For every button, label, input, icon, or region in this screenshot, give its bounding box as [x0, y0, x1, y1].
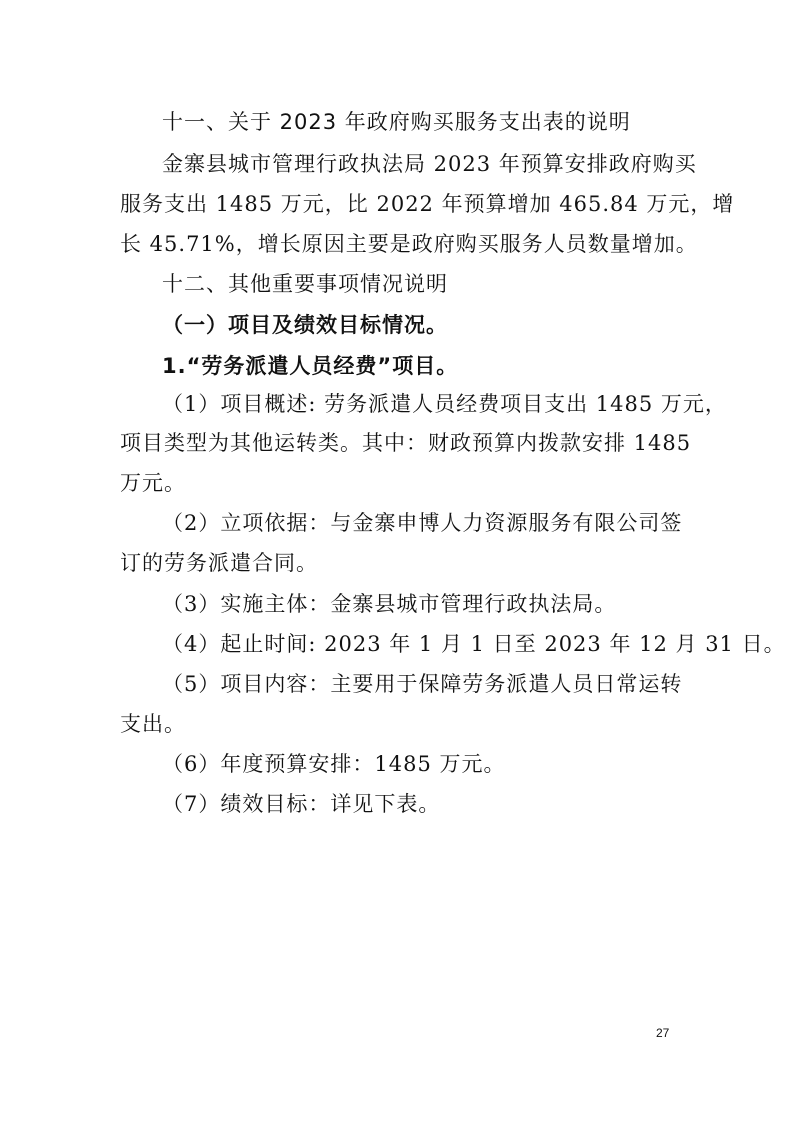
subsection-1-heading: （一）项目及绩效目标情况。	[162, 313, 448, 337]
project-implementer: （3）实施主体：金寨县城市管理行政执法局。	[162, 592, 617, 616]
section-11-para-line-3: 长 45.71%，增长原因主要是政府购买服务人员数量增加。	[120, 232, 698, 256]
project-basis-line-2: 订的劳务派遣合同。	[120, 551, 318, 575]
section-12-heading: 十二、其他重要事项情况说明	[162, 272, 448, 296]
section-11-heading: 十一、关于 2023 年政府购买服务支出表的说明	[162, 110, 631, 134]
section-11-para-line-1: 金寨县城市管理行政执法局 2023 年预算安排政府购买	[162, 152, 697, 176]
section-11-para-line-2: 服务支出 1485 万元，比 2022 年预算增加 465.84 万元，增	[120, 192, 735, 216]
project-annual-budget: （6）年度预算安排：1485 万元。	[162, 752, 506, 776]
project-overview-line-1: （1）项目概述: 劳务派遣人员经费项目支出 1485 万元，	[162, 392, 727, 416]
project-content-line-1: （5）项目内容：主要用于保障劳务派遣人员日常运转	[162, 672, 683, 696]
project-performance-goal: （7）绩效目标：详见下表。	[162, 792, 441, 816]
page-number: 27	[656, 1026, 670, 1040]
project-period: （4）起止时间: 2023 年 1 月 1 日至 2023 年 12 月 31 日。	[162, 632, 786, 656]
project-content-line-2: 支出。	[120, 712, 186, 736]
project-overview-line-3: 万元。	[120, 471, 186, 495]
project-1-heading: 1.“劳务派遣人员经费”项目。	[162, 354, 459, 378]
project-basis-line-1: （2）立项依据：与金寨申博人力资源服务有限公司签	[162, 511, 683, 535]
project-overview-line-2: 项目类型为其他运转类。其中：财政预算内拨款安排 1485	[120, 431, 692, 455]
